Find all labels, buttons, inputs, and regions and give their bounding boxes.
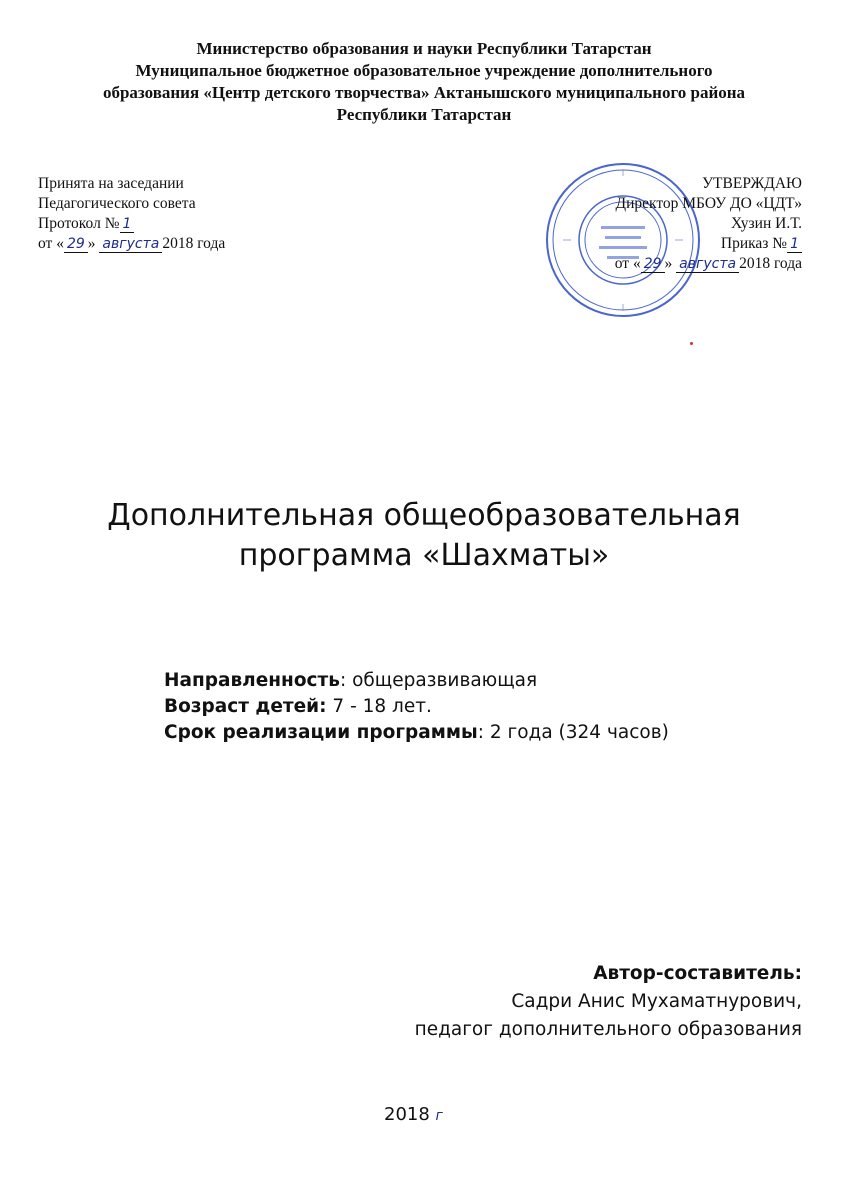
title-line-2: программа «Шахматы» bbox=[238, 538, 610, 573]
approved-date-suffix: 2018 года bbox=[739, 255, 802, 272]
accepted-date-prefix: от « bbox=[38, 235, 64, 252]
approved-line-2: Директор МБОУ ДО «ЦДТ» bbox=[615, 195, 802, 212]
accepted-line-1: Принята на заседании bbox=[38, 175, 184, 192]
age-value: 7 - 18 лет. bbox=[326, 696, 432, 717]
age-label: Возраст детей: bbox=[164, 696, 327, 717]
document-year bbox=[384, 1104, 443, 1125]
author-position: педагог дополнительного образования bbox=[414, 1019, 802, 1040]
accepted-date-mid: » bbox=[87, 235, 96, 252]
approved-date-line bbox=[615, 254, 802, 274]
accepted-date-suffix: 2018 года bbox=[162, 235, 226, 252]
approved-date-prefix: от « bbox=[614, 255, 641, 272]
author-label: Автор-составитель: bbox=[593, 963, 802, 984]
accepted-date-month: августа bbox=[99, 236, 162, 253]
focus-value: : общеразвивающая bbox=[339, 670, 538, 691]
term-line bbox=[164, 720, 669, 746]
protocol-number: 1 bbox=[120, 216, 135, 233]
year-text: 2018 bbox=[384, 1104, 430, 1125]
order-number: 1 bbox=[787, 236, 802, 253]
order-line bbox=[615, 234, 802, 254]
year-handwritten: г bbox=[435, 1108, 443, 1124]
approved-line-1: УТВЕРЖДАЮ bbox=[702, 175, 802, 192]
title-line-1: Дополнительная общеобразовательная bbox=[107, 498, 741, 533]
approved-date-mid: » bbox=[664, 255, 673, 272]
protocol-label: Протокол № bbox=[38, 215, 120, 232]
author-name: Садри Анис Мухаматнурович, bbox=[511, 991, 802, 1012]
program-meta bbox=[164, 668, 669, 746]
protocol-line bbox=[38, 214, 225, 234]
approved-date-day: 29 bbox=[641, 256, 665, 273]
accepted-block bbox=[38, 174, 225, 254]
accepted-date-line bbox=[38, 234, 225, 254]
institution-header bbox=[0, 38, 848, 126]
ink-dot bbox=[690, 342, 693, 345]
header-line-3: образования «Центр детского творчества» Актанышского муниципального района bbox=[102, 83, 746, 102]
focus-label: Направленность bbox=[164, 670, 340, 691]
author-block bbox=[415, 960, 802, 1044]
term-label: Срок реализации программы bbox=[164, 722, 478, 743]
term-value: : 2 года (324 часов) bbox=[477, 722, 669, 743]
focus-line bbox=[164, 668, 669, 694]
header-line-1: Министерство образования и науки Республики Татарстан bbox=[196, 39, 652, 58]
program-title bbox=[0, 496, 848, 576]
header-line-4: Республики Татарстан bbox=[336, 105, 512, 124]
accepted-date-day: 29 bbox=[64, 236, 88, 253]
accepted-line-2: Педагогического совета bbox=[38, 195, 196, 212]
approved-block bbox=[615, 174, 802, 274]
header-line-2: Муниципальное бюджетное образовательное учреждение дополнительного bbox=[135, 61, 713, 80]
approved-line-3: Хузин И.Т. bbox=[730, 215, 802, 232]
order-label: Приказ № bbox=[720, 235, 788, 252]
approved-date-month: августа bbox=[676, 256, 739, 273]
age-line bbox=[164, 694, 669, 720]
